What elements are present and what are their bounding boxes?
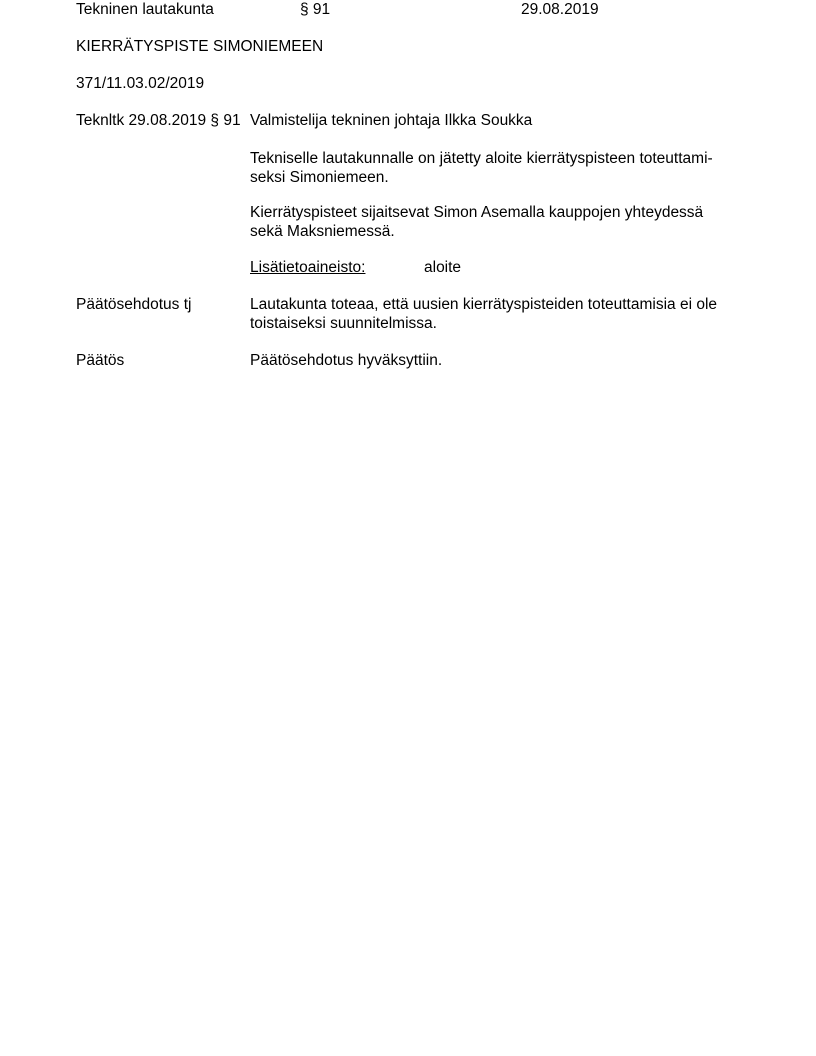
header-board: Tekninen lautakunta bbox=[76, 1, 214, 18]
body-paragraph-2-line-2: sekä Maksniemessä. bbox=[250, 223, 395, 240]
header-date: 29.08.2019 bbox=[521, 1, 599, 18]
proposal-line-1: Lautakunta toteaa, että uusien kierrätyspisteiden toteuttamisia ei ole bbox=[250, 296, 718, 313]
proposal-label: Päätösehdotus tj bbox=[76, 296, 192, 313]
header-section: § 91 bbox=[300, 1, 331, 18]
decision-label: Päätös bbox=[76, 352, 125, 369]
proposal-text bbox=[250, 295, 740, 333]
preparation-text: Valmistelija tekninen johtaja Ilkka Soukka bbox=[250, 112, 533, 129]
document-title: KIERRÄTYSPISTE SIMONIEMEEN bbox=[76, 38, 324, 55]
body-paragraph-1 bbox=[250, 149, 740, 187]
additional-info-label: Lisätietoaineisto: bbox=[250, 259, 366, 276]
case-number: 371/11.03.02/2019 bbox=[76, 75, 205, 92]
preparation-ref: Teknltk 29.08.2019 § 91 bbox=[76, 112, 241, 129]
decision-text: Päätösehdotus hyväksyttiin. bbox=[250, 352, 443, 369]
body-paragraph-1-line-1: Tekniselle lautakunnalle on jätetty aloite kierrätyspisteen toteuttami- bbox=[250, 150, 713, 167]
body-paragraph-1-line-2: seksi Simoniemeen. bbox=[250, 169, 389, 186]
body-paragraph-2 bbox=[250, 203, 740, 241]
additional-info-value: aloite bbox=[424, 259, 462, 276]
body-paragraph-2-line-1: Kierrätyspisteet sijaitsevat Simon Asemalla kauppojen yhteydessä bbox=[250, 204, 704, 221]
proposal-line-2: toistaiseksi suunnitelmissa. bbox=[250, 315, 437, 332]
